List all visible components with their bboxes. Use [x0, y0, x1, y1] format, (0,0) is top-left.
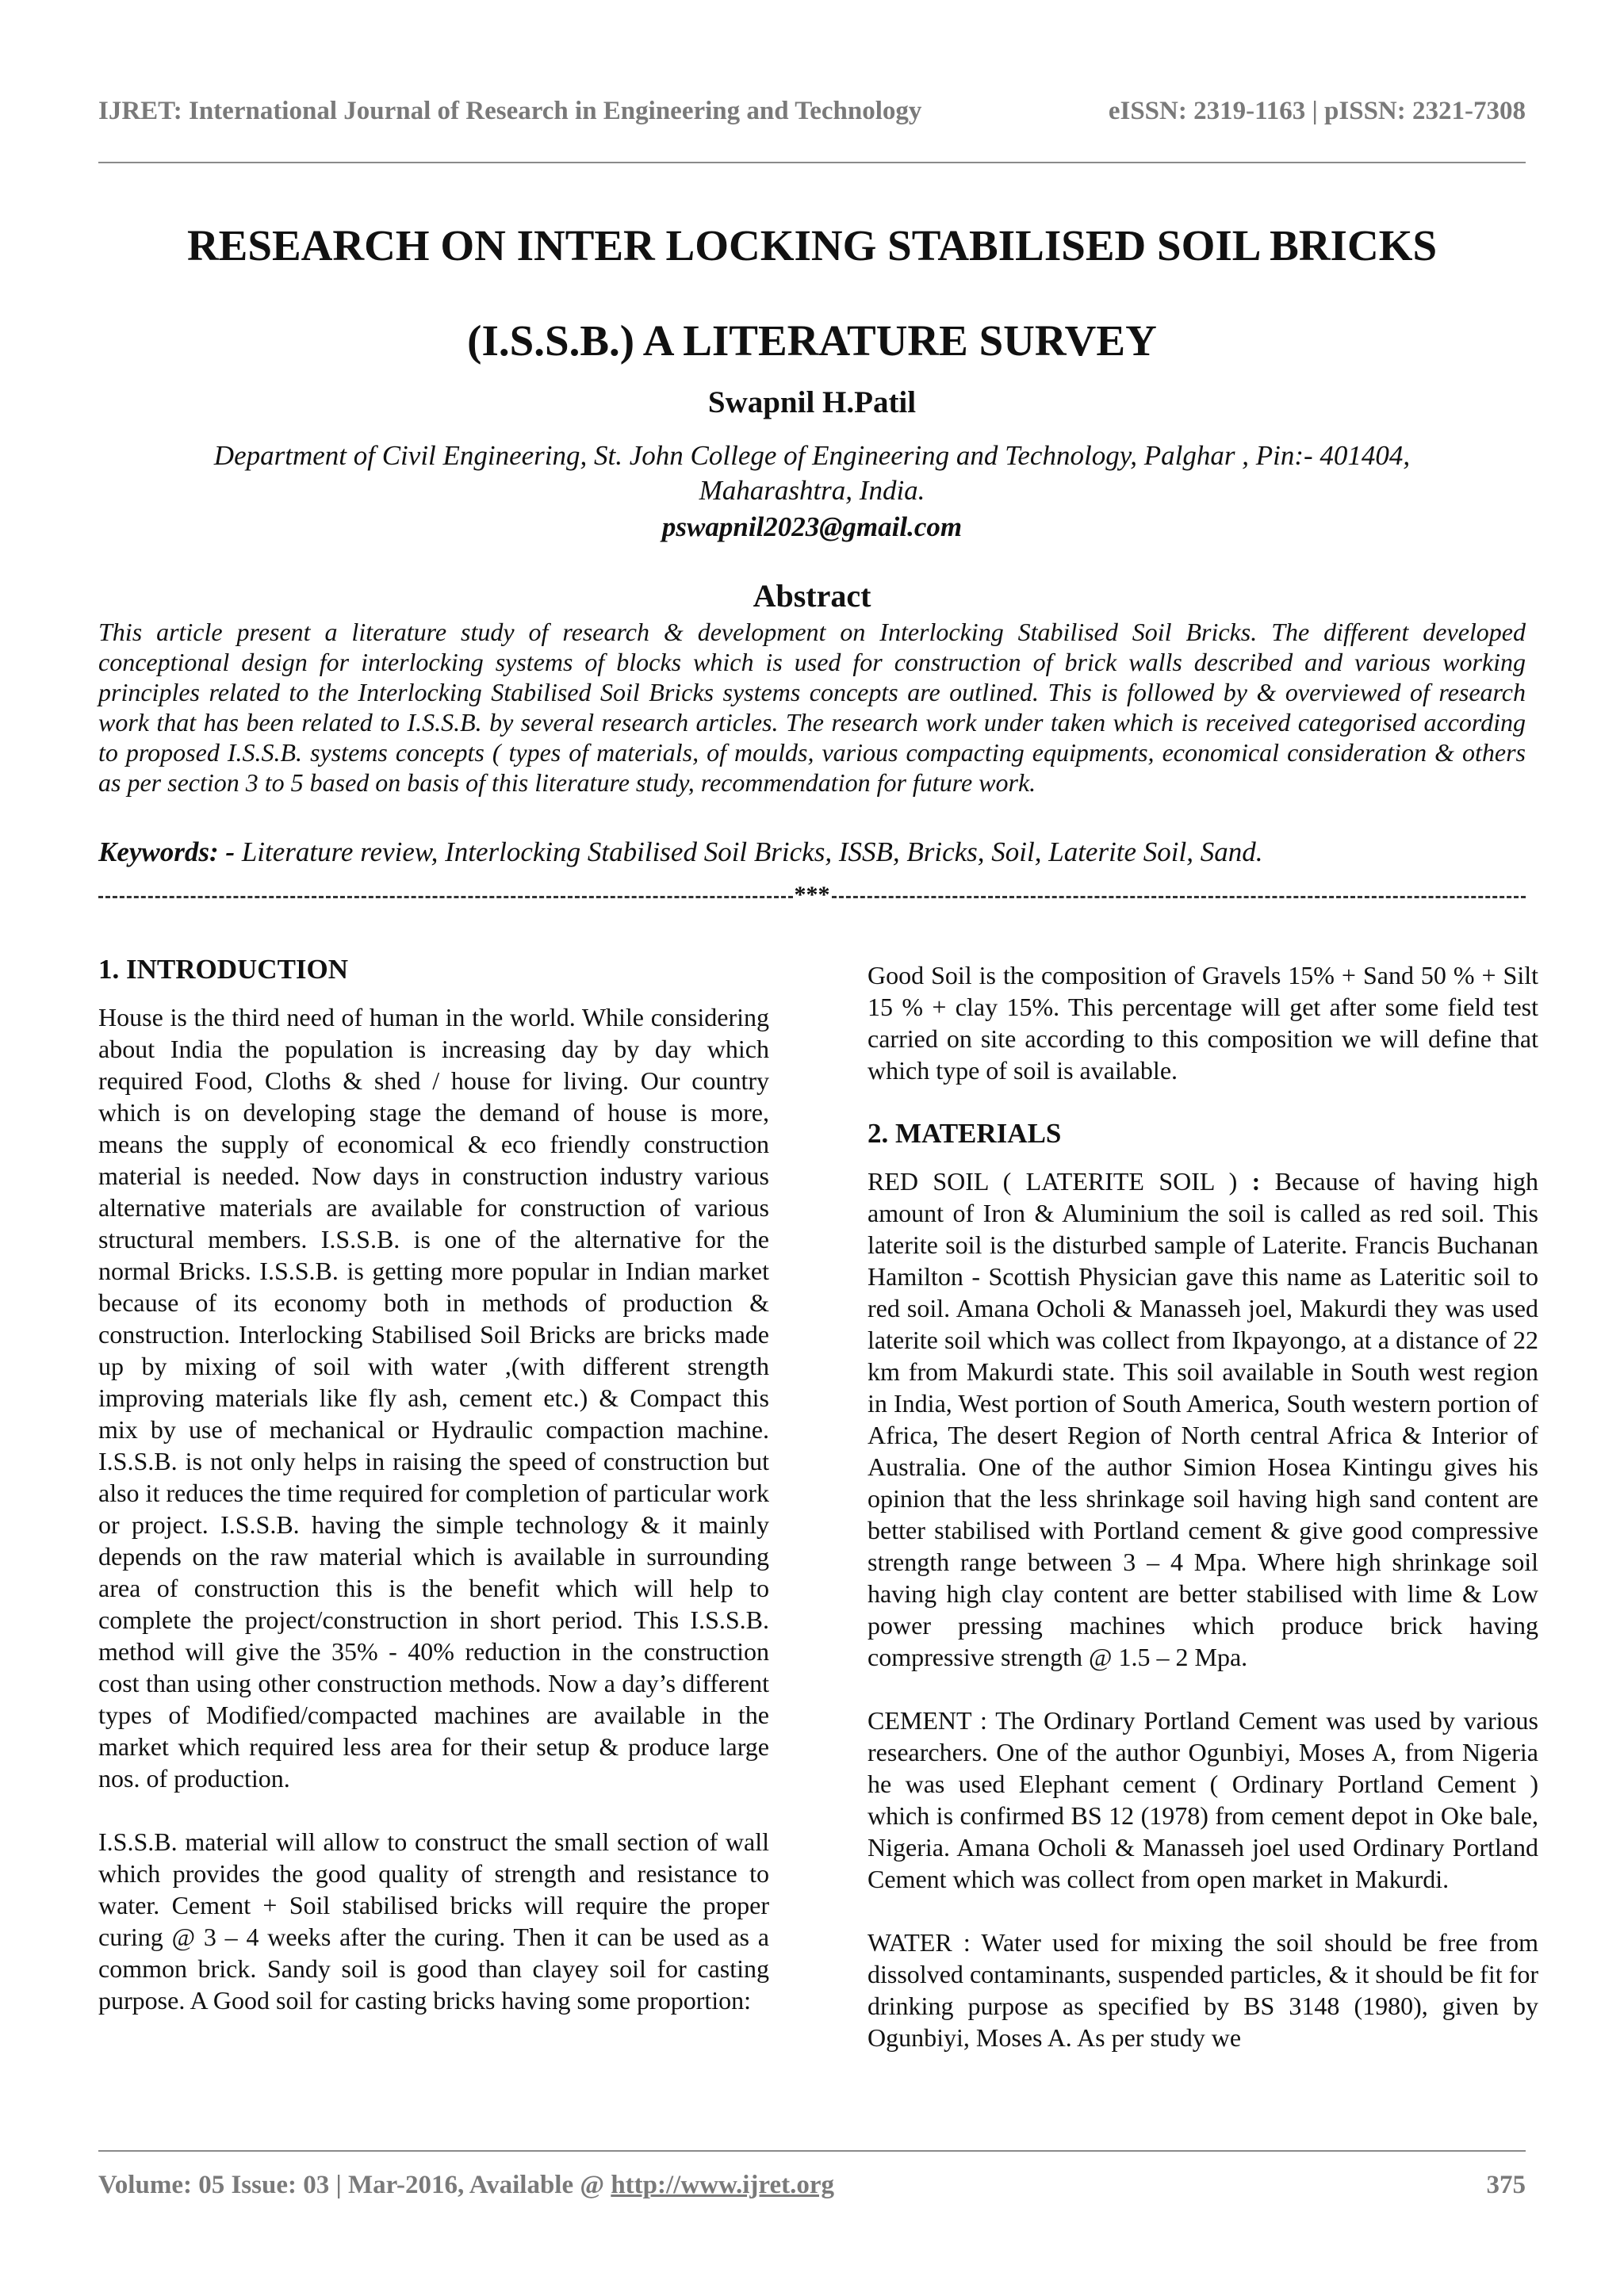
- red-soil-paragraph: [868, 1165, 1538, 1673]
- author-affiliation: Department of Civil Engineering, St. John College of Engineering and Technology, Palghar , Pin:- 401404, Maharashtra, India.: [213, 440, 1411, 506]
- page-number: 375: [1486, 2171, 1526, 2199]
- separator-dash-left: [98, 896, 793, 898]
- section-heading-introduction: 1. INTRODUCTION: [98, 954, 349, 985]
- separator-dash-right: [832, 896, 1526, 898]
- separator-stars: ***: [794, 882, 830, 908]
- title-line-1: RESEARCH ON INTER LOCKING STABILISED SOIL BRICKS: [186, 221, 1438, 270]
- section-heading-materials: 2. MATERIALS: [868, 1118, 1062, 1149]
- abstract-heading: Abstract: [753, 578, 871, 614]
- keywords-label: Keywords: -: [98, 836, 236, 867]
- abstract-text: This article present a literature study of research & development on Interlocking Stabilised Soil Bricks. The different developed conceptional design for interlocking systems of blocks which is used for construction of brick walls described and various working principles related to the Interlocking Stabilised Soil Bricks systems concepts are outlined. This is followed by & overviewed of research work that has been related to I.S.S.B. by several research articles. The research work under taken which is received categorised according to proposed I.S.S.B. systems concepts ( types of materials, of moulds, various compacting equipments, economical consideration & others as per section 3 to 5 based on basis of this literature study, recommendation for future work.: [98, 618, 1526, 797]
- water-paragraph: WATER : Water used for mixing the soil should be free from dissolved contaminants, suspended particles, & it should be fit for drinking purpose as specified by BS 3148 (1980), given by Ogunbiyi, Moses A. As per study we: [868, 1928, 1538, 2052]
- good-soil-paragraph: Good Soil is the composition of Gravels 15% + Sand 50 % + Silt 15 % + clay 15%. This percentage will get after some field test carried on site according to this composition we will define that which type of soil is available.: [868, 961, 1538, 1085]
- issn: eISSN: 2319-1163 | pISSN: 2321-7308: [1108, 97, 1526, 125]
- section-separator: [98, 882, 1526, 909]
- header-rule: [98, 162, 1526, 163]
- intro-paragraph-1: House is the third need of human in the world. While considering about India the population is increasing day by day which required Food, Cloths & shed / house for living. Our country which is on developing stage the demand of house is more, means the supply of economical & eco friendly construction material is needed. Now days in construction industry various alternative materials are available for construction of various structural members. I.S.S.B. is one of the alternative for the normal Bricks. I.S.S.B. is getting more popular in Indian market because of its economy both in methods of production & construction. Interlocking Stabilised Soil Bricks are bricks made up by mixing of soil with water ,(with different strength improving materials like fly ash, cement etc.) & Compact this mix by use of mechanical or Hydraulic compaction machine. I.S.S.B. is not only helps in raising the speed of construction but also it reduces the time required for completion of particular work or project. I.S.S.B. having the simple technology & it mainly depends on the raw material which is available in surrounding area of construction this is the benefit which will help to complete the project/construction in short period. This I.S.S.B. method will give the 35% - 40% reduction in the construction cost than using other construction methods. Now a day’s different types of Modified/compacted machines are available in the market which required less area for their setup & produce large nos. of production.: [98, 1003, 769, 1793]
- left-column: [98, 954, 769, 2048]
- journal-website-link[interactable]: http://www.ijret.org: [611, 2171, 834, 2199]
- red-soil-colon: :: [1251, 1167, 1261, 1196]
- author-email: pswapnil2023@gmail.com: [661, 511, 963, 542]
- right-column: [868, 959, 1538, 2085]
- footer-rule: [98, 2150, 1526, 2152]
- red-soil-text: Because of having high amount of Iron & Aluminium the soil is called as red soil. This laterite soil is the disturbed sample of Laterite. Francis Buchanan Hamilton - Scottish Physician gave this name as Lateritic soil to red soil. Amana Ocholi & Manasseh joel, Makurdi they was used laterite soil which was collect from Ikpayongo, at a distance of 22 km from Makurdi state. This soil available in South west region in India, West portion of South America, South western portion of Africa, The desert Region of North central Africa & Interior of Australia. One of the author Simion Hosea Kintingu gives his opinion that the less shrinkage soil having high sand content are better stabilised with Portland cement & give good compressive strength range between 3 – 4 Mpa. Where high shrinkage soil having high clay content are better stabilised with lime & Low power pressing machines which produce brick having compressive strength @ 1.5 – 2 Mpa.: [868, 1167, 1539, 1671]
- running-header: [98, 97, 1526, 126]
- title-line-2: (I.S.S.B.) A LITERATURE SURVEY: [467, 316, 1157, 365]
- keywords: [98, 836, 1526, 868]
- keywords-text: Literature review, Interlocking Stabilised Soil Bricks, ISSB, Bricks, Soil, Laterite Soil, Sand.: [235, 836, 1263, 867]
- red-soil-label: RED SOIL ( LATERITE SOIL ): [868, 1167, 1252, 1196]
- journal-name: IJRET: International Journal of Research in Engineering and Technology: [98, 97, 922, 125]
- cement-paragraph: CEMENT : The Ordinary Portland Cement was used by various researchers. One of the author Ogunbiyi, Moses A, from Nigeria he was used Elephant cement ( Ordinary Portland Cement ) which is confirmed BS 12 (1978) from cement depot in Oke bale, Nigeria. Amana Ocholi & Manasseh joel used Ordinary Portland Cement which was collect from open market in Makurdi.: [868, 1706, 1538, 1893]
- intro-paragraph-2: I.S.S.B. material will allow to construct the small section of wall which provides the good quality of strength and resistance to water. Cement + Soil stabilised bricks will require the proper curing @ 3 – 4 weeks after the curing. Then it can be used as a common brick. Sandy soil is good than clayey soil for casting purpose. A Good soil for casting bricks having some proportion:: [98, 1827, 769, 2015]
- author-name: Swapnil H.Patil: [707, 385, 917, 419]
- paper-title: [98, 198, 1526, 388]
- footer-volume: [98, 2171, 834, 2200]
- footer-volume-text: Volume: 05 Issue: 03 | Mar-2016, Available @: [98, 2171, 611, 2199]
- running-footer: [98, 2171, 1526, 2200]
